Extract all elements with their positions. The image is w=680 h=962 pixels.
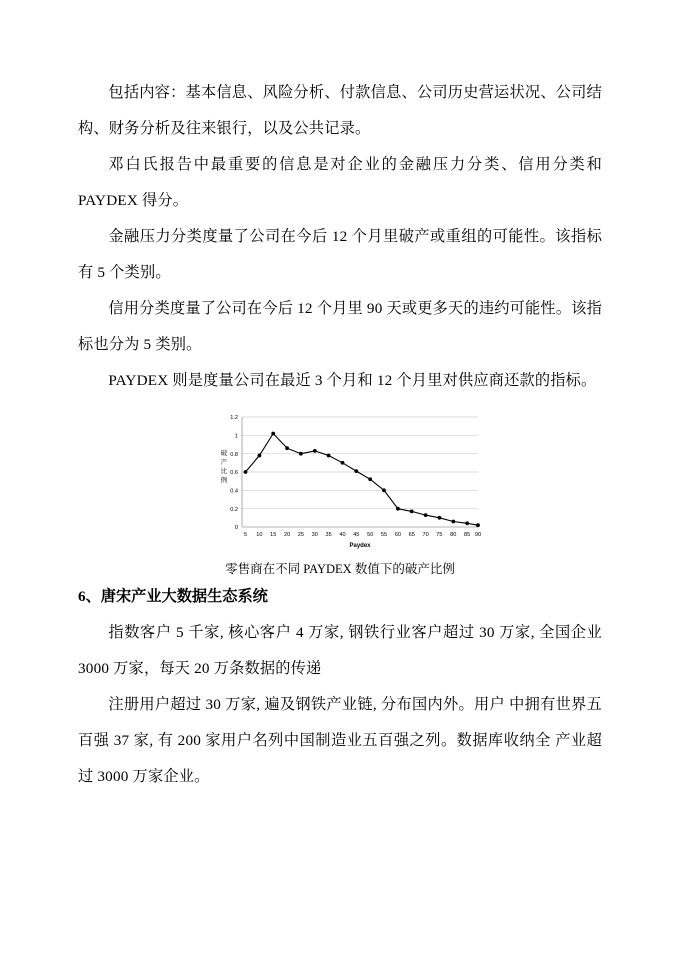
svg-text:比: 比: [220, 468, 228, 475]
x-axis-tick-labels: [244, 532, 481, 538]
svg-text:40: 40: [339, 532, 346, 538]
svg-text:30: 30: [311, 532, 318, 538]
svg-text:85: 85: [463, 532, 471, 538]
svg-text:50: 50: [367, 532, 374, 538]
chart-figure: [78, 407, 602, 579]
svg-text:Paydex: Paydex: [349, 543, 371, 549]
svg-text:0.8: 0.8: [230, 451, 238, 458]
paragraph-4: 信用分类度量了公司在今后 12 个月里 90 天或更多天的违约可能性。该指标也分为 5 类别。: [78, 300, 602, 353]
svg-text:0.2: 0.2: [230, 506, 238, 513]
svg-text:0.6: 0.6: [230, 470, 238, 477]
paragraph-6: 指数客户 5 千家, 核心客户 4 万家, 钢铁行业客户超过 30 万家, 全国企业 3000 万家，每天 20 万条数据的传递: [78, 624, 602, 677]
svg-text:1: 1: [234, 433, 238, 440]
paragraph-1: 包括内容：基本信息、风险分析、付款信息、公司历史营运状况、公司结构、财务分析及往来银行，以及公共记录。: [78, 84, 602, 137]
gridlines: [242, 417, 478, 509]
chart-svg: [190, 407, 490, 555]
paragraph-3: 金融压力分类度量了公司在今后 12 个月里破产或重组的可能性。该指标有 5 个类别。: [78, 228, 602, 281]
svg-text:70: 70: [422, 532, 429, 538]
svg-text:60: 60: [394, 532, 402, 538]
svg-text:25: 25: [297, 532, 305, 538]
svg-text:1.2: 1.2: [230, 415, 238, 422]
svg-text:80: 80: [450, 532, 457, 538]
svg-text:35: 35: [325, 532, 332, 538]
svg-text:0.4: 0.4: [230, 488, 238, 495]
svg-text:10: 10: [256, 532, 263, 538]
paydex-bankruptcy-chart: [190, 407, 490, 555]
data-series: [244, 432, 480, 527]
svg-text:45: 45: [353, 532, 360, 538]
paragraph-5: PAYDEX 则是度量公司在最近 3 个月和 12 个月里对供应商还款的指标。: [108, 372, 597, 389]
y-axis-tick-labels: [230, 415, 238, 531]
svg-text:0: 0: [234, 525, 238, 531]
chart-caption: 零售商在不同 PAYDEX 数值下的破产比例: [225, 562, 455, 576]
svg-text:5: 5: [243, 532, 248, 538]
svg-text:90: 90: [474, 532, 482, 538]
svg-text:55: 55: [380, 532, 388, 538]
svg-text:15: 15: [270, 532, 277, 538]
section-heading: 6、唐宋产业大数据生态系统: [78, 588, 268, 605]
svg-text:产: 产: [220, 459, 228, 466]
svg-text:破: 破: [220, 450, 228, 457]
svg-text:20: 20: [283, 532, 291, 538]
paragraph-2: 邓白氏报告中最重要的信息是对企业的金融压力分类、信用分类和 PAYDEX 得分。: [78, 156, 602, 209]
x-axis-title: [349, 543, 371, 549]
svg-text:75: 75: [436, 532, 443, 538]
svg-text:例: 例: [220, 477, 228, 484]
paragraph-7: 注册用户超过 30 万家, 遍及钢铁产业链, 分布国内外。用户 中拥有世界五百强 37 家, 有 200 家用户名列中国制造业五百强之列。数据库收纳全 产业超过 3000 万家企业。: [78, 696, 602, 785]
y-axis-title: [221, 448, 228, 484]
svg-text:65: 65: [408, 532, 415, 538]
